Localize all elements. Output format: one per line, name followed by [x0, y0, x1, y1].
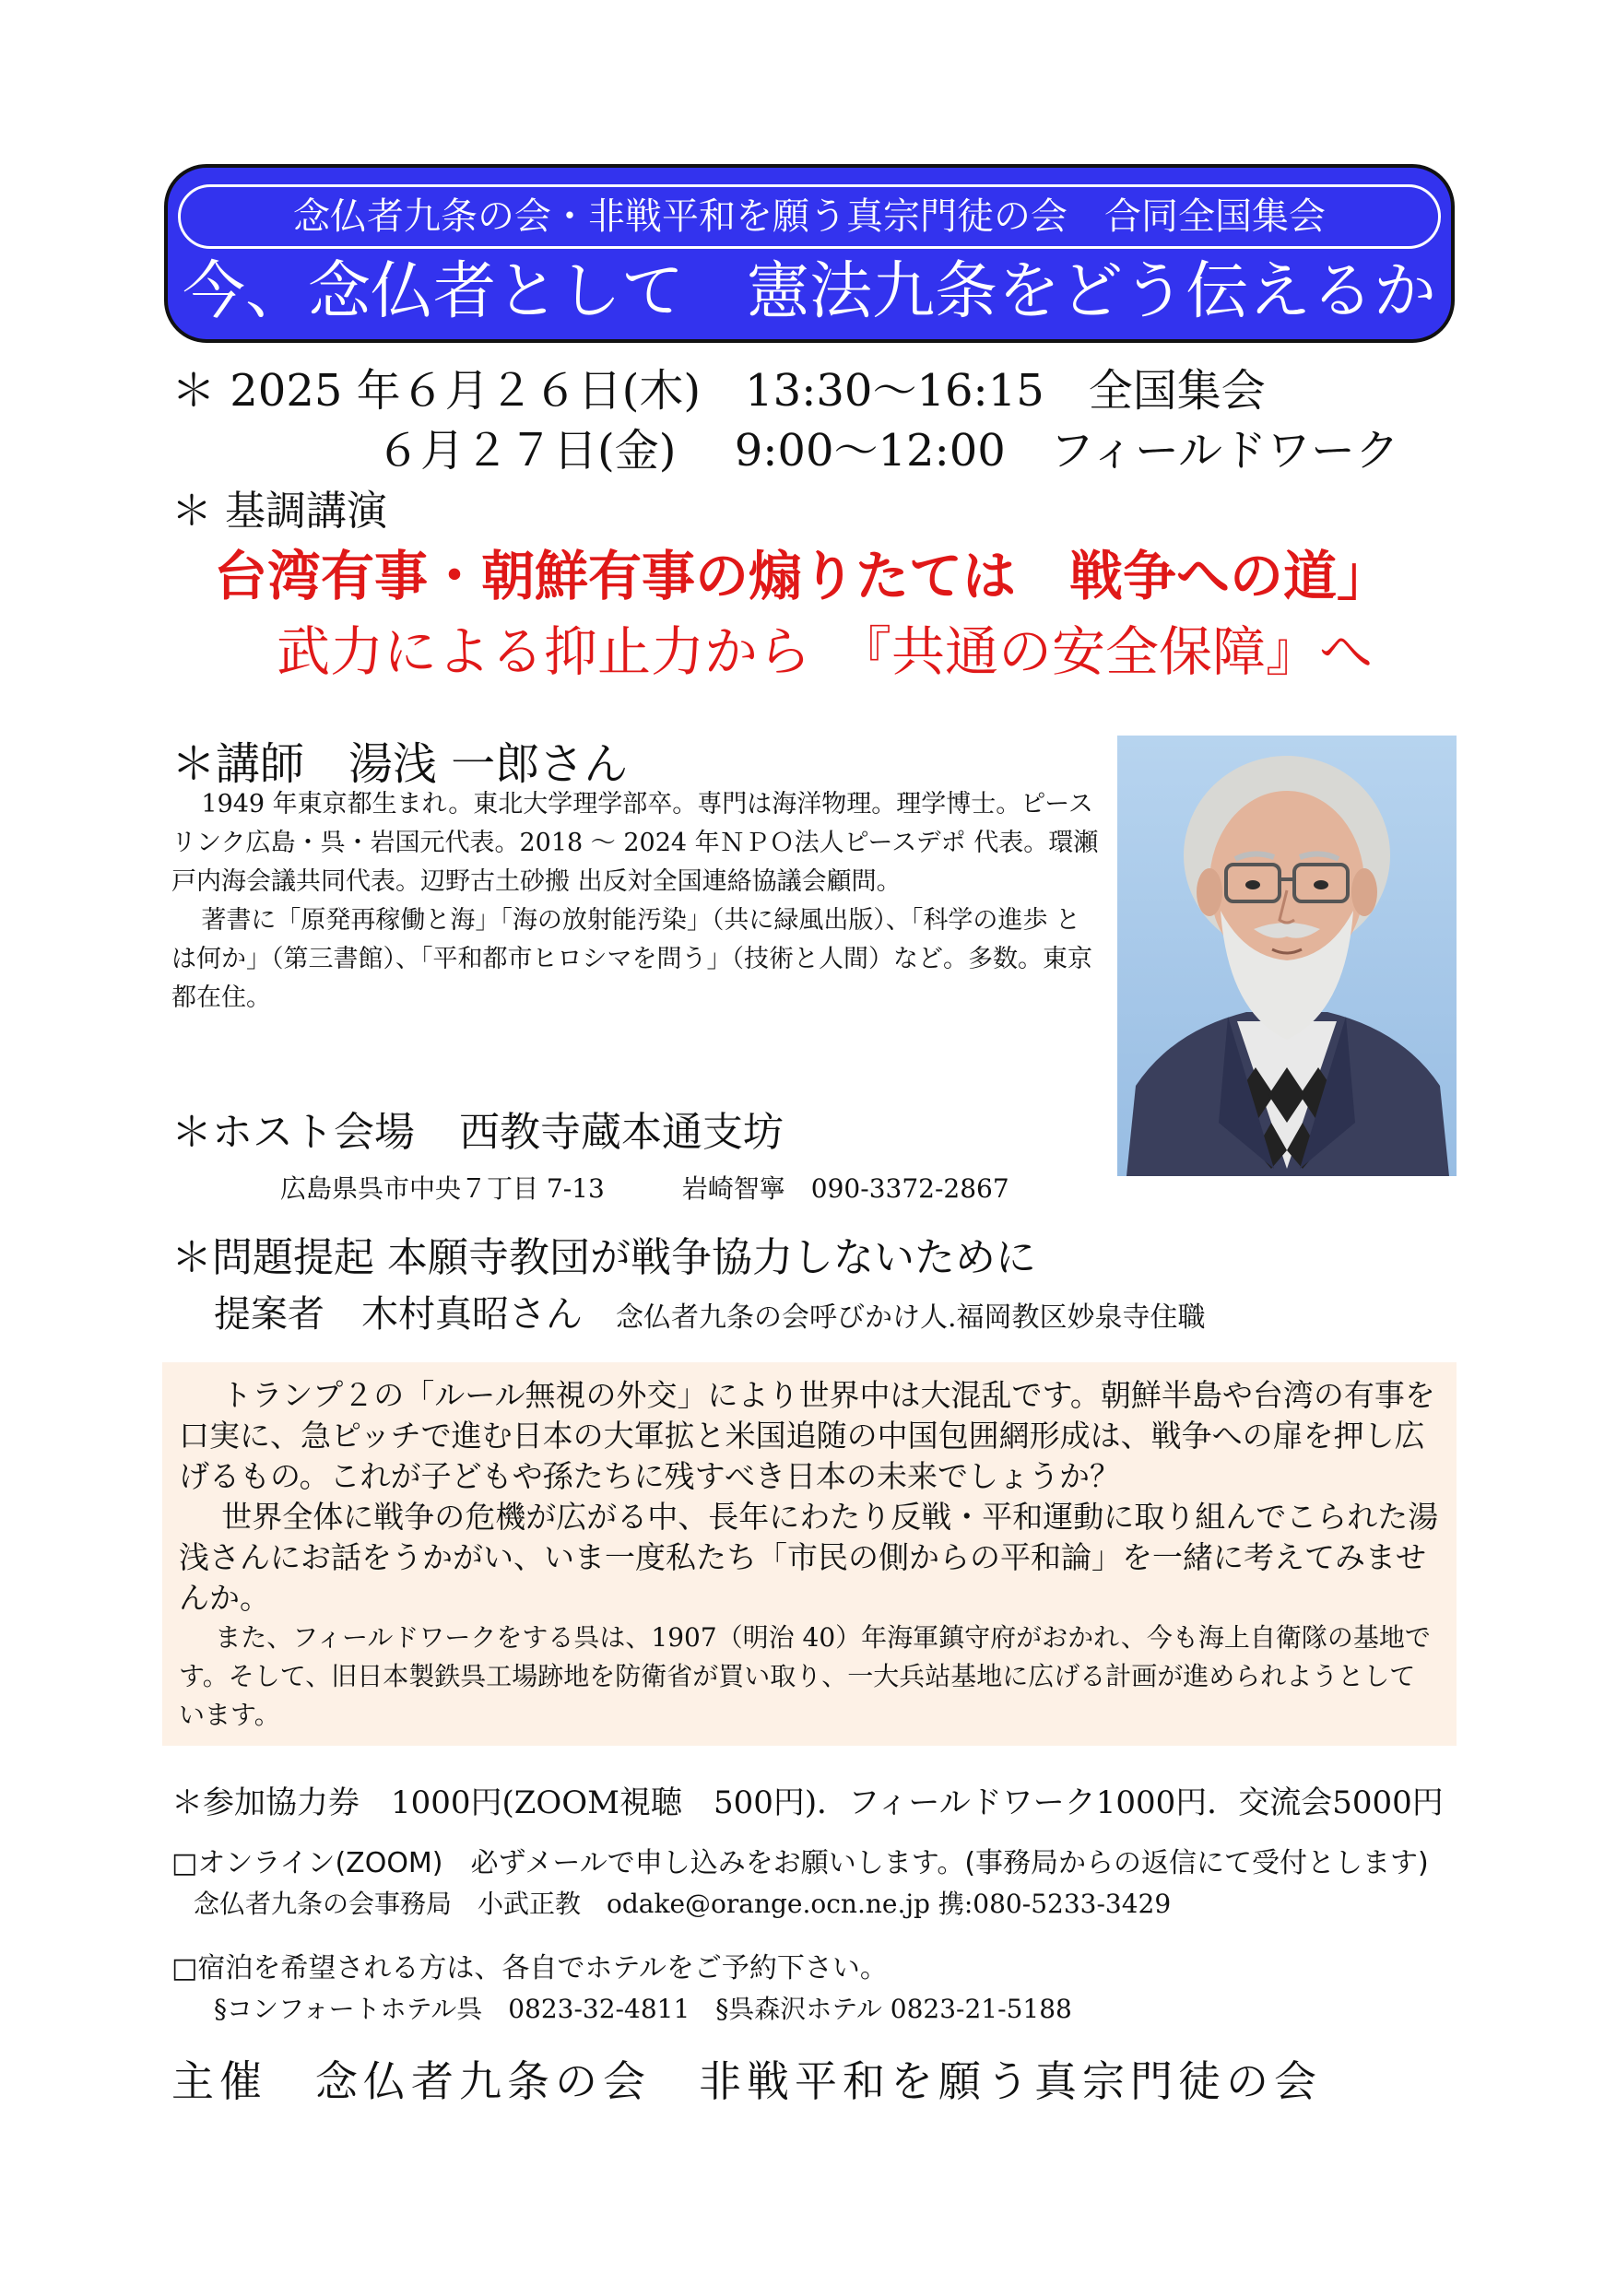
- proposer-label: 提案者 木村真昭さん: [214, 1293, 583, 1336]
- host-venue-name: 西教寺蔵本通支坊: [459, 1109, 784, 1156]
- event-subtitle: 念仏者九条の会・非戦平和を願う真宗門徒の会 合同全国集会: [178, 184, 1441, 249]
- message-box: [162, 1362, 1457, 1746]
- host-venue-line: [171, 1099, 784, 1158]
- message-paragraph: 世界全体に戦争の危機が広がる中、長年にわたり反戦・平和運動に取り組んでこられた湯浅さんにお話をうかがい、いま一度私たち「市民の側からの平和論」を一緒に考えてみませんか。: [179, 1499, 1439, 1616]
- speaker-portrait-illustration: [1117, 736, 1457, 1176]
- hotel-list: §コンフォートホテル呉 0823-32-4811 §呉森沢ホテル 0823-21-5188: [214, 1994, 1072, 2024]
- host-heading: ＊ホスト会場: [171, 1109, 415, 1156]
- issue-heading: ＊問題提起: [171, 1234, 374, 1281]
- schedule-day1: ＊ 2025 年６月２６日(木) 13:30〜16:15 全国集会: [171, 365, 1266, 417]
- organizer: 主催 念仏者九条の会 非戦平和を願う真宗門徒の会: [171, 2056, 1322, 2106]
- event-title: 今、念仏者として 憲法九条をどう伝えるか: [182, 255, 1436, 328]
- issue-line: [171, 1224, 1036, 1283]
- participation-fee: ＊参加協力券 1000円(ZOOM視聴 500円)．フィールドワーク1000円．交流会5000円: [171, 1784, 1444, 1821]
- speaker-bio: [171, 785, 1103, 1018]
- issue-topic: 本願寺教団が戦争協力しないために: [387, 1234, 1036, 1281]
- speaker-bio-paragraph: 1949 年東京都生まれ。東北大学理学部卒。専門は海洋物理。理学博士。ピースリンク広島・呉・岩国元代表。2018 〜 2024 年ＮＰＯ法人ピースデポ 代表。環瀬戸内海会議共同代表。辺野古土砂搬 出反対全国連絡協議会顧問。: [171, 790, 1099, 896]
- keynote-heading: ＊ 基調講演: [171, 488, 387, 535]
- message-paragraph: トランプ２の「ルール無視の外交」により世界中は大混乱です。朝鮮半島や台湾の有事を口実に、急ピッチで進む日本の大軍拡と米国追随の中国包囲網形成は、戦争への扉を押し広げるもの。これが子どもや孫たちに残すべき日本の未来でしょうか？: [179, 1377, 1435, 1494]
- proposer-line: [214, 1285, 1206, 1337]
- speaker-photo: [1117, 736, 1457, 1176]
- host-address: 広島県呉市中央７丁目 7-13 岩崎智寧 090-3372-2867: [280, 1173, 1009, 1204]
- speaker-bio-paragraph: 著書に「原発再稼働と海」「海の放射能汚染」（共に緑風出版）、「科学の進歩 とは何か」（第三書館）、「平和都市ヒロシマを問う」（技術と人間）など。多数。東京都在住。: [171, 906, 1092, 1012]
- speaker-heading: ＊講師 湯浅 一郎さん: [171, 738, 629, 790]
- keynote-title-line1: 台湾有事・朝鮮有事の煽りたては 戦争への道」: [214, 545, 1391, 607]
- contact-info: 念仏者九条の会事務局 小武正教 odake@orange.ocn.ne.jp 携:080-5233-3429: [194, 1889, 1172, 1919]
- message-paragraph: また、フィールドワークをする呉は、1907（明治 40）年海軍鎮守府がおかれ、今も海上自衛隊の基地です。そして、旧日本製鉄呉工場跡地を防衛省が買い取り、一大兵站基地に広げる計画が進められようとしています。: [179, 1622, 1431, 1730]
- lodging-notice: □宿泊を希望される方は、各自でホテルをご予約下さい。: [171, 1952, 888, 1984]
- online-notice: □オンライン(ZOOM) 必ずメールで申し込みをお願いします。(事務局からの返信にて受付とします): [171, 1847, 1429, 1879]
- proposer-description: 念仏者九条の会呼びかけ人.福岡教区妙泉寺住職: [616, 1301, 1206, 1334]
- keynote-title-line2: 武力による抑止力から 『共通の安全保障』へ: [277, 620, 1374, 683]
- schedule-day2: ６月２７日(金) 9:00〜12:00 フィールドワーク: [376, 425, 1400, 477]
